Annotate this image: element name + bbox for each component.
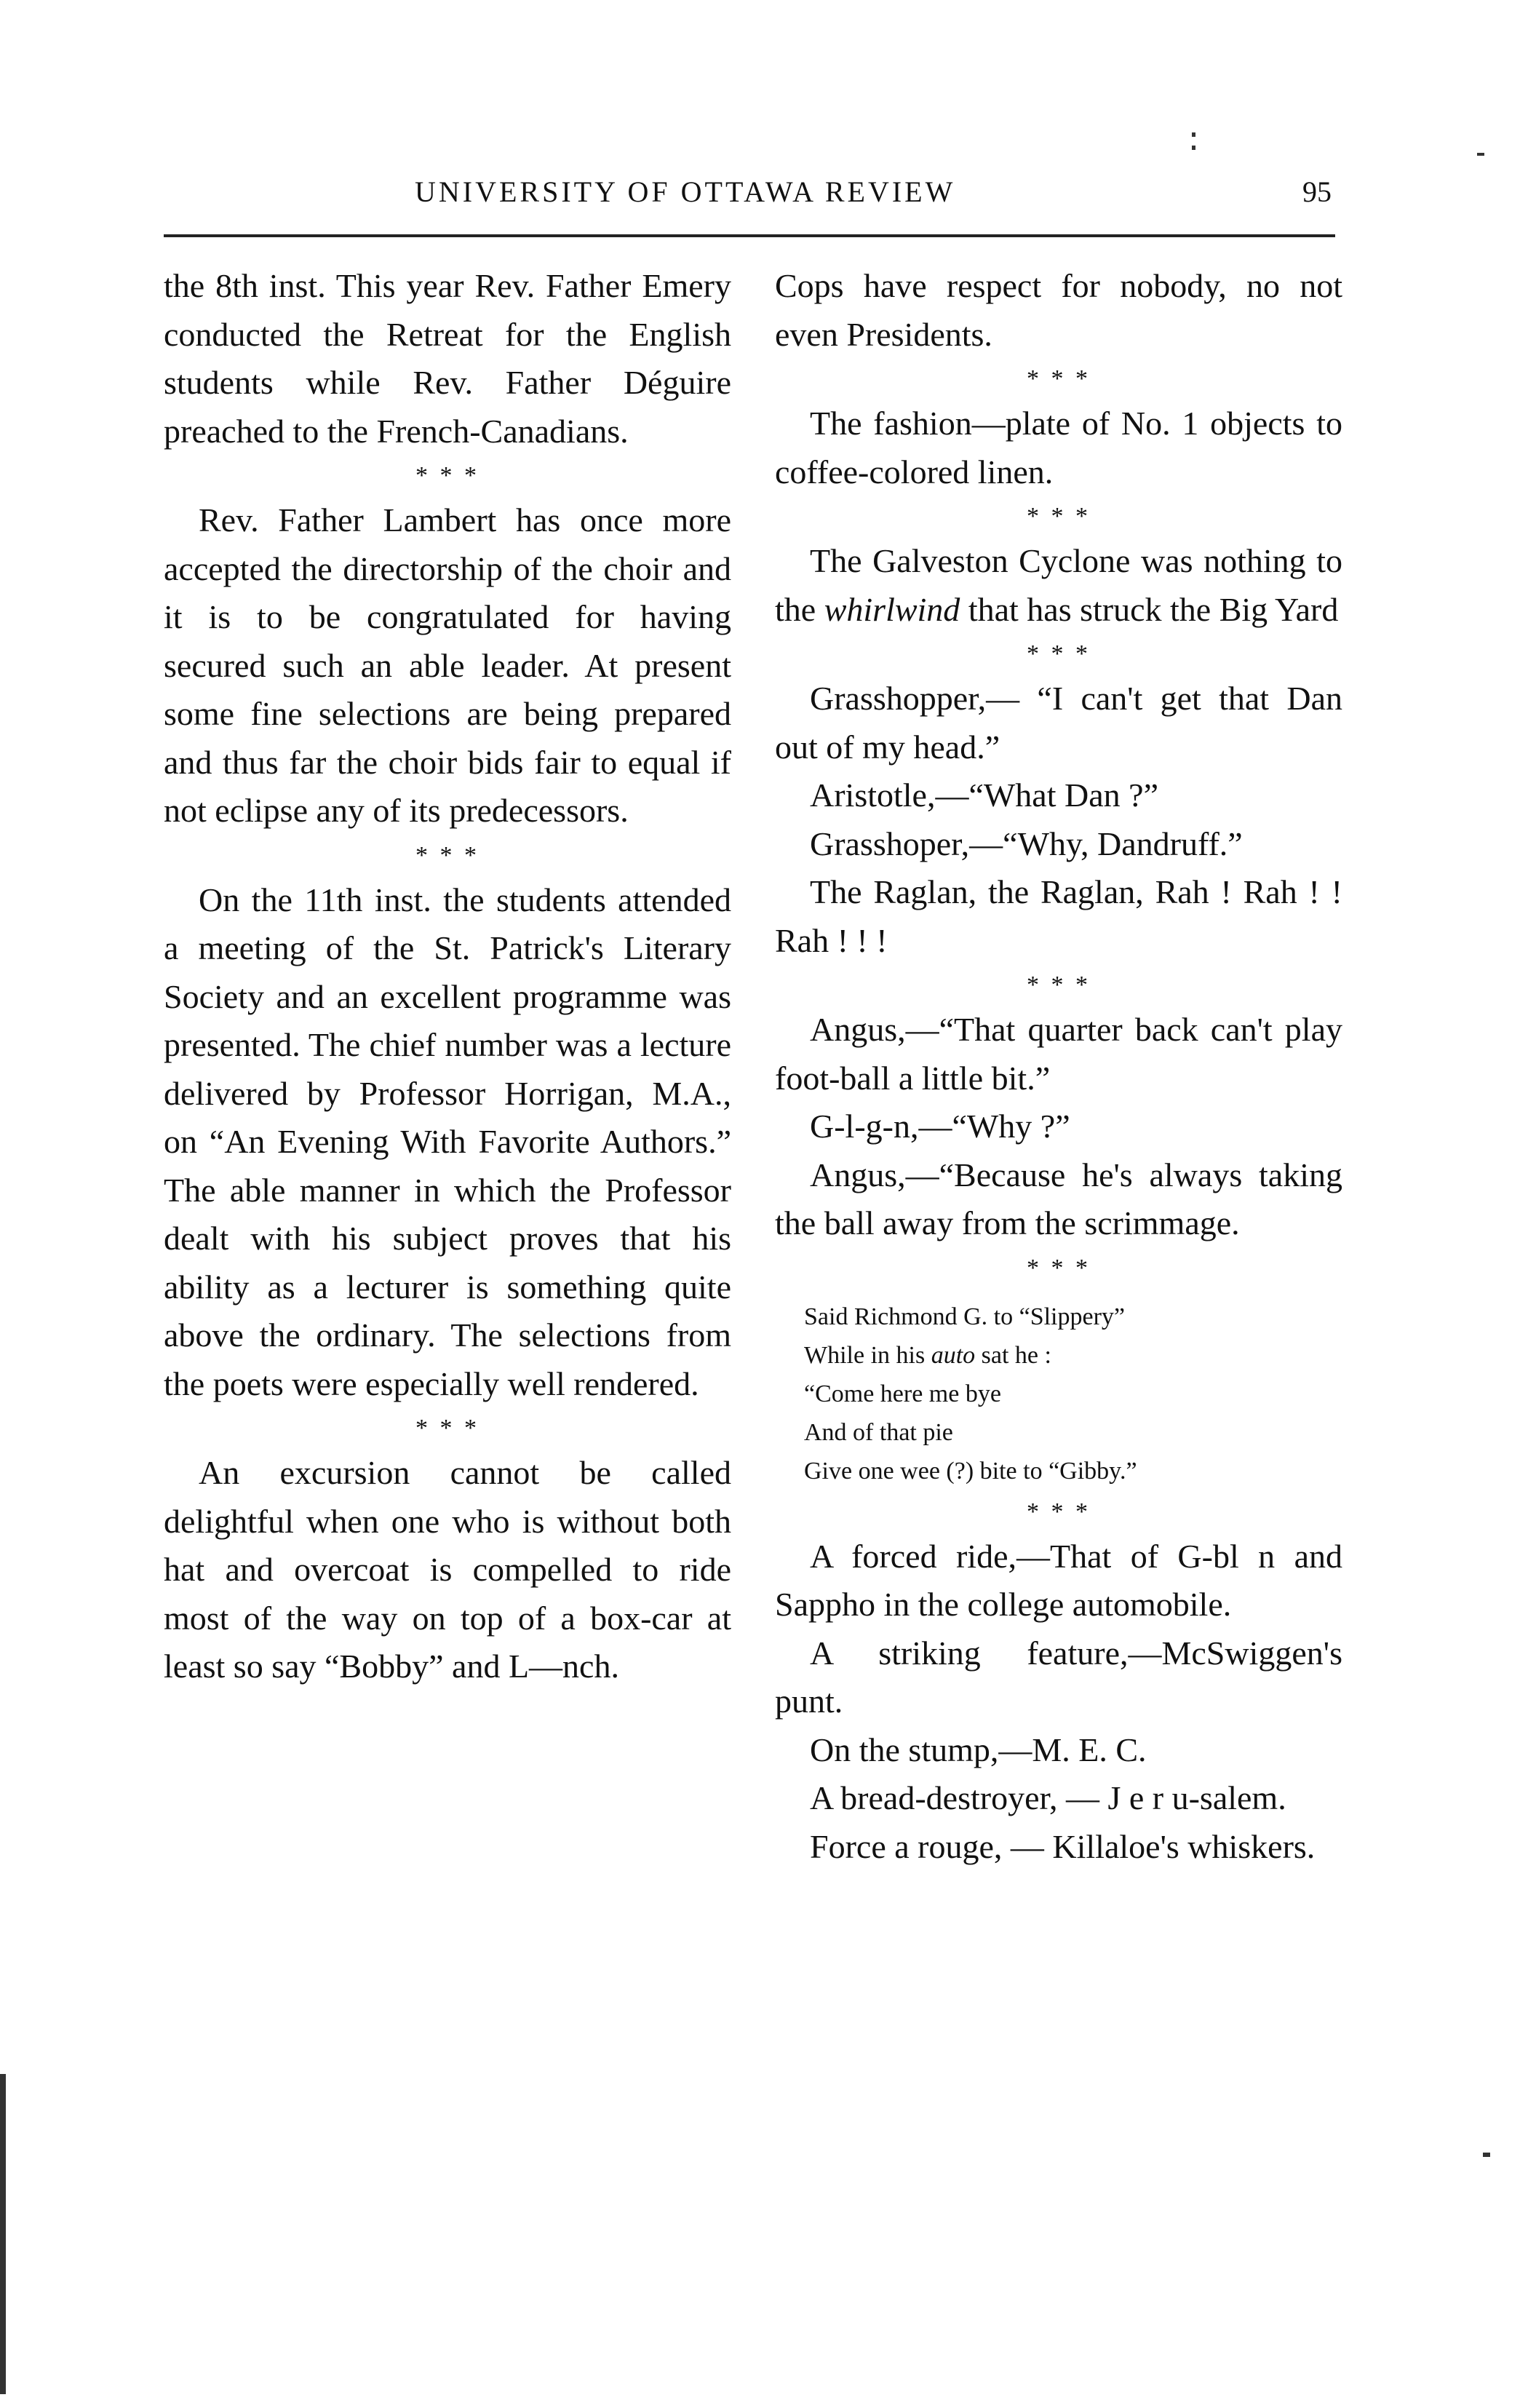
journal-title: UNIVERSITY OF OTTAWA REVIEW [415,175,956,208]
scan-edge-shadow [0,2074,6,2394]
galveston-text-end: that has struck the Big Yard [960,590,1339,628]
paragraph-galveston [775,537,1342,634]
dialogue-angus-2: Angus,—“Because he's always taking the ball away from the scrimmage. [775,1156,1342,1241]
asterism-separator: * * * [1027,503,1091,530]
paragraph-retreat: the 8th inst. This year Rev. Father Emery conducted the Retreat for the English students while Rev. Father Déguire preached to the French-Canadians. [164,267,731,450]
verse-line [775,1336,1342,1375]
paragraph-on-the-stump: On the stump,—M. E. C. [810,1730,1147,1768]
asterism-separator: * * * [1027,1498,1091,1525]
asterism-separator: * * * [415,1415,480,1442]
verse-line: And of that pie [804,1418,953,1446]
asterism-separator: * * * [1027,365,1091,392]
galveston-italic-word: whirlwind [824,590,960,628]
asterism-separator: * * * [415,462,480,489]
scan-speck [1477,153,1484,156]
paragraph-bread-destroyer: A bread-destroyer, — J e r u-salem. [810,1779,1286,1816]
dialogue-grasshopper-1: Grasshopper,— “I can't get that Dan out of my head.” [775,680,1342,766]
verse-text: sat he : [975,1341,1051,1369]
paragraph-choir: Rev. Father Lambert has once more accepted the directorship of the choir and it is to be congratulated for having secured such an able leader. At present some fine selections are being prepared and thus far the choir bids fair to equal if not eclipse any of its predecessors. [164,501,731,829]
paragraph-raglan: The Raglan, the Raglan, Rah ! Rah ! ! Rah ! ! ! [775,873,1342,959]
dialogue-aristotle: Aristotle,—“What Dan ?” [810,776,1158,814]
verse-line: “Come here me bye [804,1380,1001,1407]
right-column [775,262,1342,1871]
paragraph-striking-feature: A striking feature,—McSwiggen's punt. [775,1634,1342,1720]
paragraph-literary-society: On the 11th inst. the students attended a meeting of the St. Patrick's Literary Society and an excellent programme was presented. The chief number was a lecture delivered by Professor Horrigan, M.A., on “An Evening With Favorite Authors.” The able manner in which the Professor dealt with his subject proves that his ability as a lecturer is something quite above the ordinary. The selections from the poets were especially well rendered. [164,881,731,1402]
paragraph-fashion-plate: The fashion—plate of No. 1 objects to coffee-colored linen. [775,405,1342,490]
asterism-separator: * * * [1027,971,1091,998]
dialogue-grasshopper-2: Grasshoper,—“Why, Dandruff.” [810,824,1243,862]
page-number: 95 [1302,175,1332,208]
galveston-text-start: The Galveston Cyclone was nothing to the [775,542,1342,628]
asterism-separator: * * * [1027,1254,1091,1282]
scan-speck [1192,132,1195,137]
scan-speck [1483,2153,1490,2157]
verse-line: Said Richmond G. to “Slippery” [804,1303,1126,1330]
paragraph-cops: Cops have respect for nobody, no not even Presidents. [775,267,1342,353]
asterism-separator: * * * [415,841,480,869]
verse-text: While in his [804,1341,931,1369]
dialogue-glgn: G-l-g-n,—“Why ?” [810,1108,1070,1145]
verse-block [775,1298,1342,1490]
header-rule [164,234,1335,237]
scan-speck [1192,146,1195,150]
running-header [167,169,1332,220]
verse-italic-word: auto [931,1341,976,1369]
verse-line: Give one wee (?) bite to “Gibby.” [804,1457,1137,1485]
asterism-separator: * * * [1027,640,1091,667]
paragraph-excursion: An excursion cannot be called delightful when one who is without both hat and overcoat is compelled to ride most of the way on top of a box-car at least so say “Bobby” and L—nch. [164,1454,731,1685]
dialogue-angus-1: Angus,—“That quarter back can't play foot-ball a little bit.” [775,1011,1342,1097]
left-column [164,262,731,1691]
paragraph-force-a-rouge: Force a rouge, — Killaloe's whiskers. [810,1827,1316,1865]
paragraph-forced-ride: A forced ride,—That of G-bl n and Sappho in the college automobile. [775,1537,1342,1623]
